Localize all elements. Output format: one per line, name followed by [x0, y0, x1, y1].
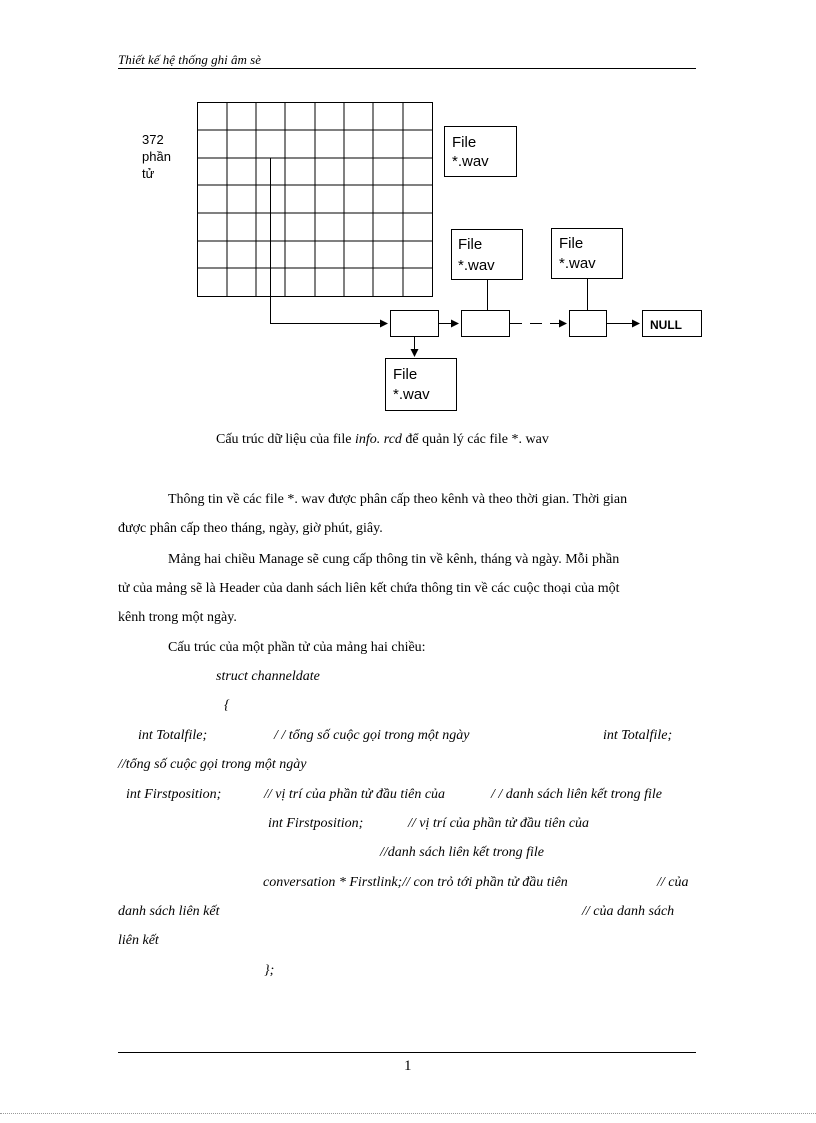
code-brace-open: { [224, 698, 230, 713]
paragraph-2-line-2: tử của mảng sẽ là Header của danh sách liên kết chứa thông tin về các cuộc thoại của một [118, 581, 620, 596]
code-line-3a: int Firstposition; [126, 787, 222, 802]
file-box-node2 [452, 230, 523, 280]
svg-text:File: File [458, 236, 483, 253]
code-line-7b: // của danh sách [582, 904, 675, 919]
file-box-node3 [552, 229, 623, 279]
null-label: NULL [650, 318, 682, 332]
code-line-1a: int Totalfile; [138, 728, 208, 743]
data-structure-diagram [0, 0, 816, 430]
code-struct-line: struct channeldate [216, 669, 320, 684]
page-break-dotted-line [0, 1113, 816, 1114]
running-header: Thiết kế hệ thống ghi âm sè [118, 52, 261, 67]
code-line-2: //tổng số cuộc gọi trong một ngày [118, 757, 307, 772]
list-node-2 [462, 311, 510, 337]
svg-text:File: File [452, 134, 477, 151]
svg-text:File: File [393, 366, 418, 383]
code-line-3c: / / danh sách liên kết trong file [491, 787, 662, 802]
code-line-6b: // của [657, 875, 689, 890]
code-line-4a: int Firstposition; [268, 816, 364, 831]
svg-text:File: File [559, 235, 584, 252]
code-line-1c: int Totalfile; [603, 728, 673, 743]
file-box-top [445, 127, 517, 177]
array-size-label: 372 phần tử [142, 132, 171, 181]
code-line-1b: / / tổng số cuộc gọi trong một ngày [274, 728, 470, 743]
svg-text:*.wav: *.wav [559, 255, 596, 272]
footer-rule [118, 1052, 696, 1053]
paragraph-3: Cấu trúc của một phần tử của mảng hai chiều: [168, 640, 426, 655]
paragraph-2-line-1: Mảng hai chiều Manage sẽ cung cấp thông tin về kênh, tháng và ngày. Mỗi phần [168, 552, 620, 567]
figure-caption: Cấu trúc dữ liệu của file info. rcd để quản lý các file *. wav [216, 432, 549, 447]
list-node-1 [391, 311, 439, 337]
code-line-6a: conversation * Firstlink;// con trỏ tới phần tử đầu tiên [263, 875, 568, 890]
code-line-5: //danh sách liên kết trong file [380, 845, 544, 860]
manage-array-grid [197, 102, 433, 297]
svg-text:*.wav: *.wav [393, 386, 430, 403]
code-line-7a: danh sách liên kết [118, 904, 220, 919]
code-line-3b: // vị trí của phần tử đầu tiên của [264, 787, 446, 802]
svg-text:*.wav: *.wav [452, 153, 489, 170]
list-node-3 [570, 311, 607, 337]
paragraph-1-line-1: Thông tin về các file *. wav được phân cấp theo kênh và theo thời gian. Thời gian [168, 492, 628, 507]
file-box-node1 [386, 359, 457, 411]
paragraph-2-line-3: kênh trong một ngày. [118, 610, 237, 625]
svg-text:*.wav: *.wav [458, 257, 495, 274]
paragraph-1-line-2: được phân cấp theo tháng, ngày, giờ phút, giây. [118, 521, 383, 536]
code-line-8: liên kết [118, 933, 159, 948]
code-brace-close: }; [264, 963, 275, 978]
page-number: 1 [404, 1058, 412, 1074]
code-line-4b: // vị trí của phần tử đầu tiên của [408, 816, 590, 831]
